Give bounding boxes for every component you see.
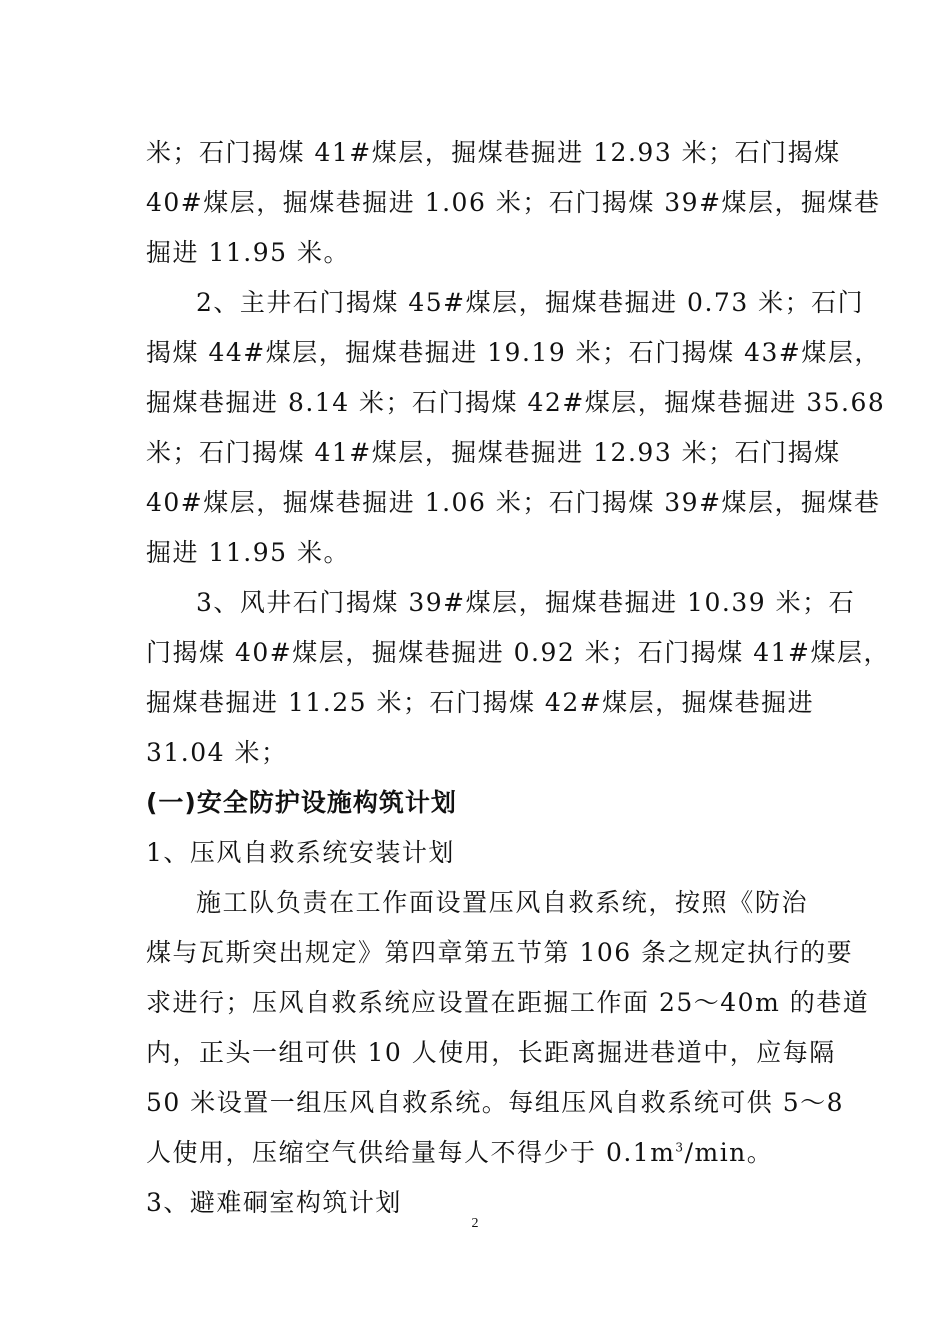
paragraph-line: 米；石门揭煤 41#煤层，掘煤巷掘进 12.93 米；石门揭煤 — [146, 138, 841, 167]
paragraph-line: 掘进 11.95 米。 — [146, 538, 350, 567]
superscript: 3 — [675, 1140, 685, 1155]
paragraph-line: 内，正头一组可供 10 人使用，长距离掘进巷道中，应每隔 — [146, 1038, 836, 1067]
paragraph-line: 施工队负责在工作面设置压风自救系统，按照《防治 — [196, 888, 808, 917]
paragraph-line: 50 米设置一组压风自救系统。每组压风自救系统可供 5～8 — [146, 1088, 845, 1117]
page-number: 2 — [471, 1216, 479, 1231]
paragraph-line: 31.04 米； — [146, 738, 288, 767]
paragraph-line-with-superscript — [146, 1128, 808, 1178]
paragraph-line: 求进行；压风自救系统应设置在距掘工作面 25～40m 的巷道 — [146, 988, 870, 1017]
section-heading: (一)安全防护设施构筑计划 — [146, 788, 457, 817]
subsection-title: 3、避难硐室构筑计划 — [146, 1188, 402, 1217]
paragraph-line: 煤与瓦斯突出规定》第四章第五节第 106 条之规定执行的要 — [146, 938, 854, 967]
paragraph-line: 门揭煤 40#煤层，掘煤巷掘进 0.92 米；石门揭煤 41#煤层， — [146, 638, 890, 667]
paragraph-line: 掘煤巷掘进 8.14 米；石门揭煤 42#煤层，掘煤巷掘进 35.68 — [146, 388, 886, 417]
subsection-title: 1、压风自救系统安装计划 — [146, 838, 455, 867]
paragraph-line: 2、主井石门揭煤 45#煤层，掘煤巷掘进 0.73 米；石门 — [196, 288, 865, 317]
paragraph-line: 掘进 11.95 米。 — [146, 238, 350, 267]
paragraph-line: 掘煤巷掘进 11.25 米；石门揭煤 42#煤层，掘煤巷掘进 — [146, 688, 815, 717]
paragraph-line: 3、风井石门揭煤 39#煤层，掘煤巷掘进 10.39 米；石 — [196, 588, 856, 617]
line-text: /min。 — [684, 1138, 774, 1167]
paragraph-line: 米；石门揭煤 41#煤层，掘煤巷掘进 12.93 米；石门揭煤 — [146, 438, 841, 467]
paragraph-line: 揭煤 44#煤层，掘煤巷掘进 19.19 米；石门揭煤 43#煤层， — [146, 338, 881, 367]
line-text: 人使用，压缩空气供给量每人不得少于 0.1m — [146, 1138, 676, 1167]
paragraph-line: 40#煤层，掘煤巷掘进 1.06 米；石门揭煤 39#煤层，掘煤巷 — [146, 488, 881, 517]
paragraph-line: 40#煤层，掘煤巷掘进 1.06 米；石门揭煤 39#煤层，掘煤巷 — [146, 188, 881, 217]
